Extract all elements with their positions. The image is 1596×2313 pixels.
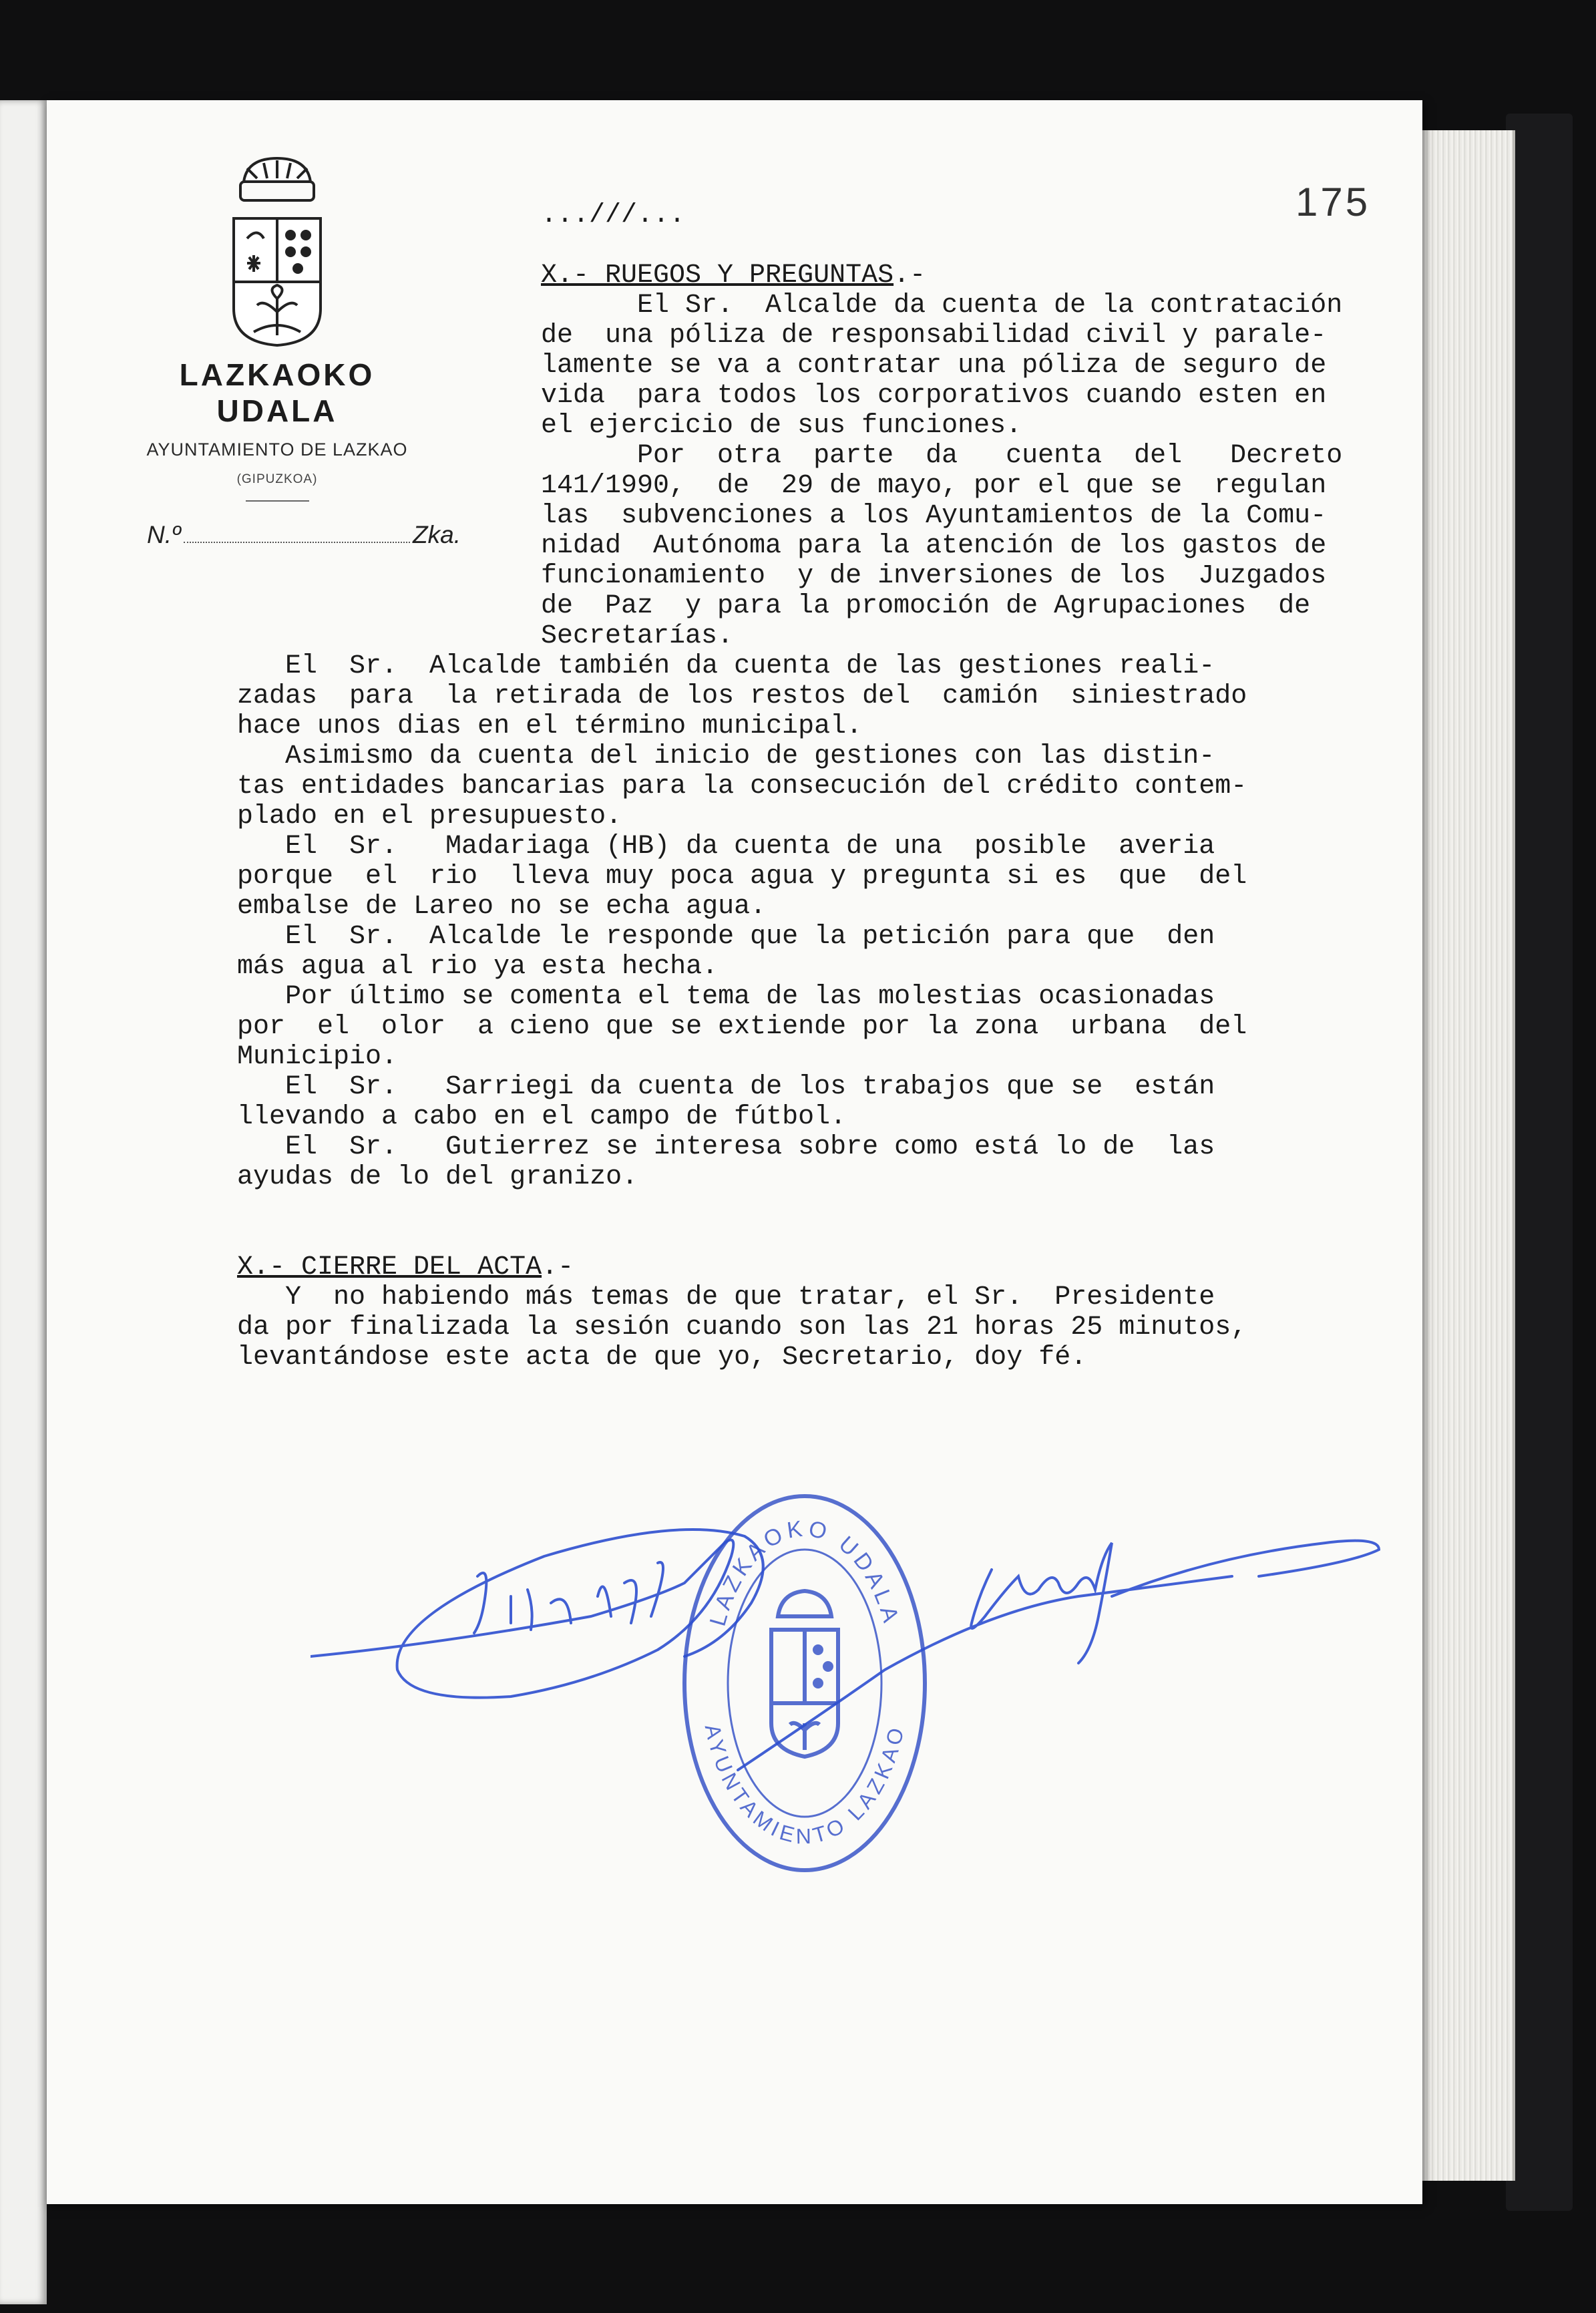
- text-line: El Sr. Sarriegi da cuenta de los trabajos que se están: [237, 1072, 1215, 1102]
- text-line: zadas para la retirada de los restos del camión siniestrado: [237, 681, 1247, 711]
- number-label: N.º: [147, 521, 181, 548]
- org-subtitle: AYUNTAMIENTO DE LAZKAO: [146, 439, 408, 460]
- text-line: Asimismo da cuenta del inicio de gestiones con las distin-: [237, 741, 1215, 771]
- continuation-mark: ...///...: [541, 200, 686, 230]
- page-number: 175: [1295, 180, 1371, 224]
- text-line: ayudas de lo del granizo.: [237, 1162, 638, 1192]
- text-line: Por otra parte da cuenta del Decreto: [541, 441, 1343, 471]
- text-line: las subvenciones a los Ayuntamientos de la Comu-: [541, 501, 1327, 531]
- text-line: por el olor a cieno que se extiende por la zona urbana del: [237, 1012, 1247, 1042]
- text-line: de una póliza de responsabilidad civil y parale-: [541, 321, 1327, 351]
- org-province: (GIPUZKOA): [236, 472, 318, 486]
- text-line: da por finalizada la sesión cuando son las 21 horas 25 minutos,: [237, 1312, 1247, 1343]
- text-line: levantándose este acta de que yo, Secretario, doy fé.: [237, 1343, 1087, 1373]
- text-line: El Sr. Gutierrez se interesa sobre como está lo de las: [237, 1132, 1215, 1162]
- seal-ring-text-bottom: AYUNTAMIENTO LAZKAO: [700, 1722, 910, 1849]
- text-line: hace unos dias en el término municipal.: [237, 711, 863, 741]
- text-line: embalse de Lareo no se echa agua.: [237, 892, 767, 922]
- text-line: Municipio.: [237, 1042, 398, 1072]
- text-line: funcionamiento y de inversiones de los Juzgados: [541, 561, 1327, 591]
- book-cover-right: [1506, 114, 1573, 2211]
- heading-text: X.- RUEGOS Y PREGUNTAS: [541, 260, 894, 291]
- cierre-paragraph-block: [237, 1282, 1412, 1373]
- text-line: nidad Autónoma para la atención de los gastos de: [541, 531, 1327, 561]
- document-body: [237, 200, 1412, 1373]
- text-line: de Paz y para la promoción de Agrupaciones de: [541, 591, 1311, 621]
- text-line: tas entidades bancarias para la consecución del crédito contem-: [237, 771, 1247, 802]
- text-line: vida para todos los corporativos cuando esten en: [541, 381, 1327, 411]
- section-heading-ruegos: [237, 260, 1412, 291]
- text-line: lamente se va a contratar una póliza de seguro de: [541, 351, 1327, 381]
- text-line: El Sr. Alcalde da cuenta de la contratación: [541, 291, 1343, 321]
- heading-suffix: .-: [893, 260, 926, 291]
- section-heading-cierre: [237, 1252, 1412, 1282]
- signature-president: [311, 1530, 763, 1698]
- text-line: el ejercicio de sus funciones.: [541, 411, 1022, 441]
- book-binding-left: [0, 100, 47, 2304]
- text-line: 141/1990, de 29 de mayo, por el que se regulan: [541, 471, 1327, 501]
- text-line: Secretarías.: [541, 621, 734, 651]
- document-page: [47, 100, 1422, 2204]
- text-line: Y no habiendo más temas de que tratar, el Sr. Presidente: [237, 1282, 1215, 1312]
- text-line: El Sr. Madariaga (HB) da cuenta de una posible averia: [237, 832, 1215, 862]
- seal-ring-text-top: LAZKAOKO UDALA: [705, 1516, 905, 1629]
- text-line: porque el rio lleva muy poca agua y pregunta si es que del: [237, 862, 1247, 892]
- org-name: LAZKAOKO UDALA: [179, 357, 375, 428]
- ruegos-paragraph-block: [237, 291, 1412, 1192]
- text-line: El Sr. Alcalde también da cuenta de las gestiones reali-: [237, 651, 1215, 681]
- number-suffix: Zka.: [413, 521, 461, 548]
- signatures: [311, 1516, 1432, 1797]
- text-line: llevando a cabo en el campo de fútbol.: [237, 1102, 847, 1132]
- heading-text: X.- CIERRE DEL ACTA: [237, 1252, 542, 1282]
- text-line: Por último se comenta el tema de las molestias ocasionadas: [237, 982, 1215, 1012]
- text-line: plado en el presupuesto.: [237, 802, 622, 832]
- signature-secretary: [738, 1541, 1379, 1770]
- text-line: más agua al rio ya esta hecha.: [237, 952, 719, 982]
- text-line: El Sr. Alcalde le responde que la petición para que den: [237, 922, 1215, 952]
- heading-suffix: .-: [542, 1252, 574, 1282]
